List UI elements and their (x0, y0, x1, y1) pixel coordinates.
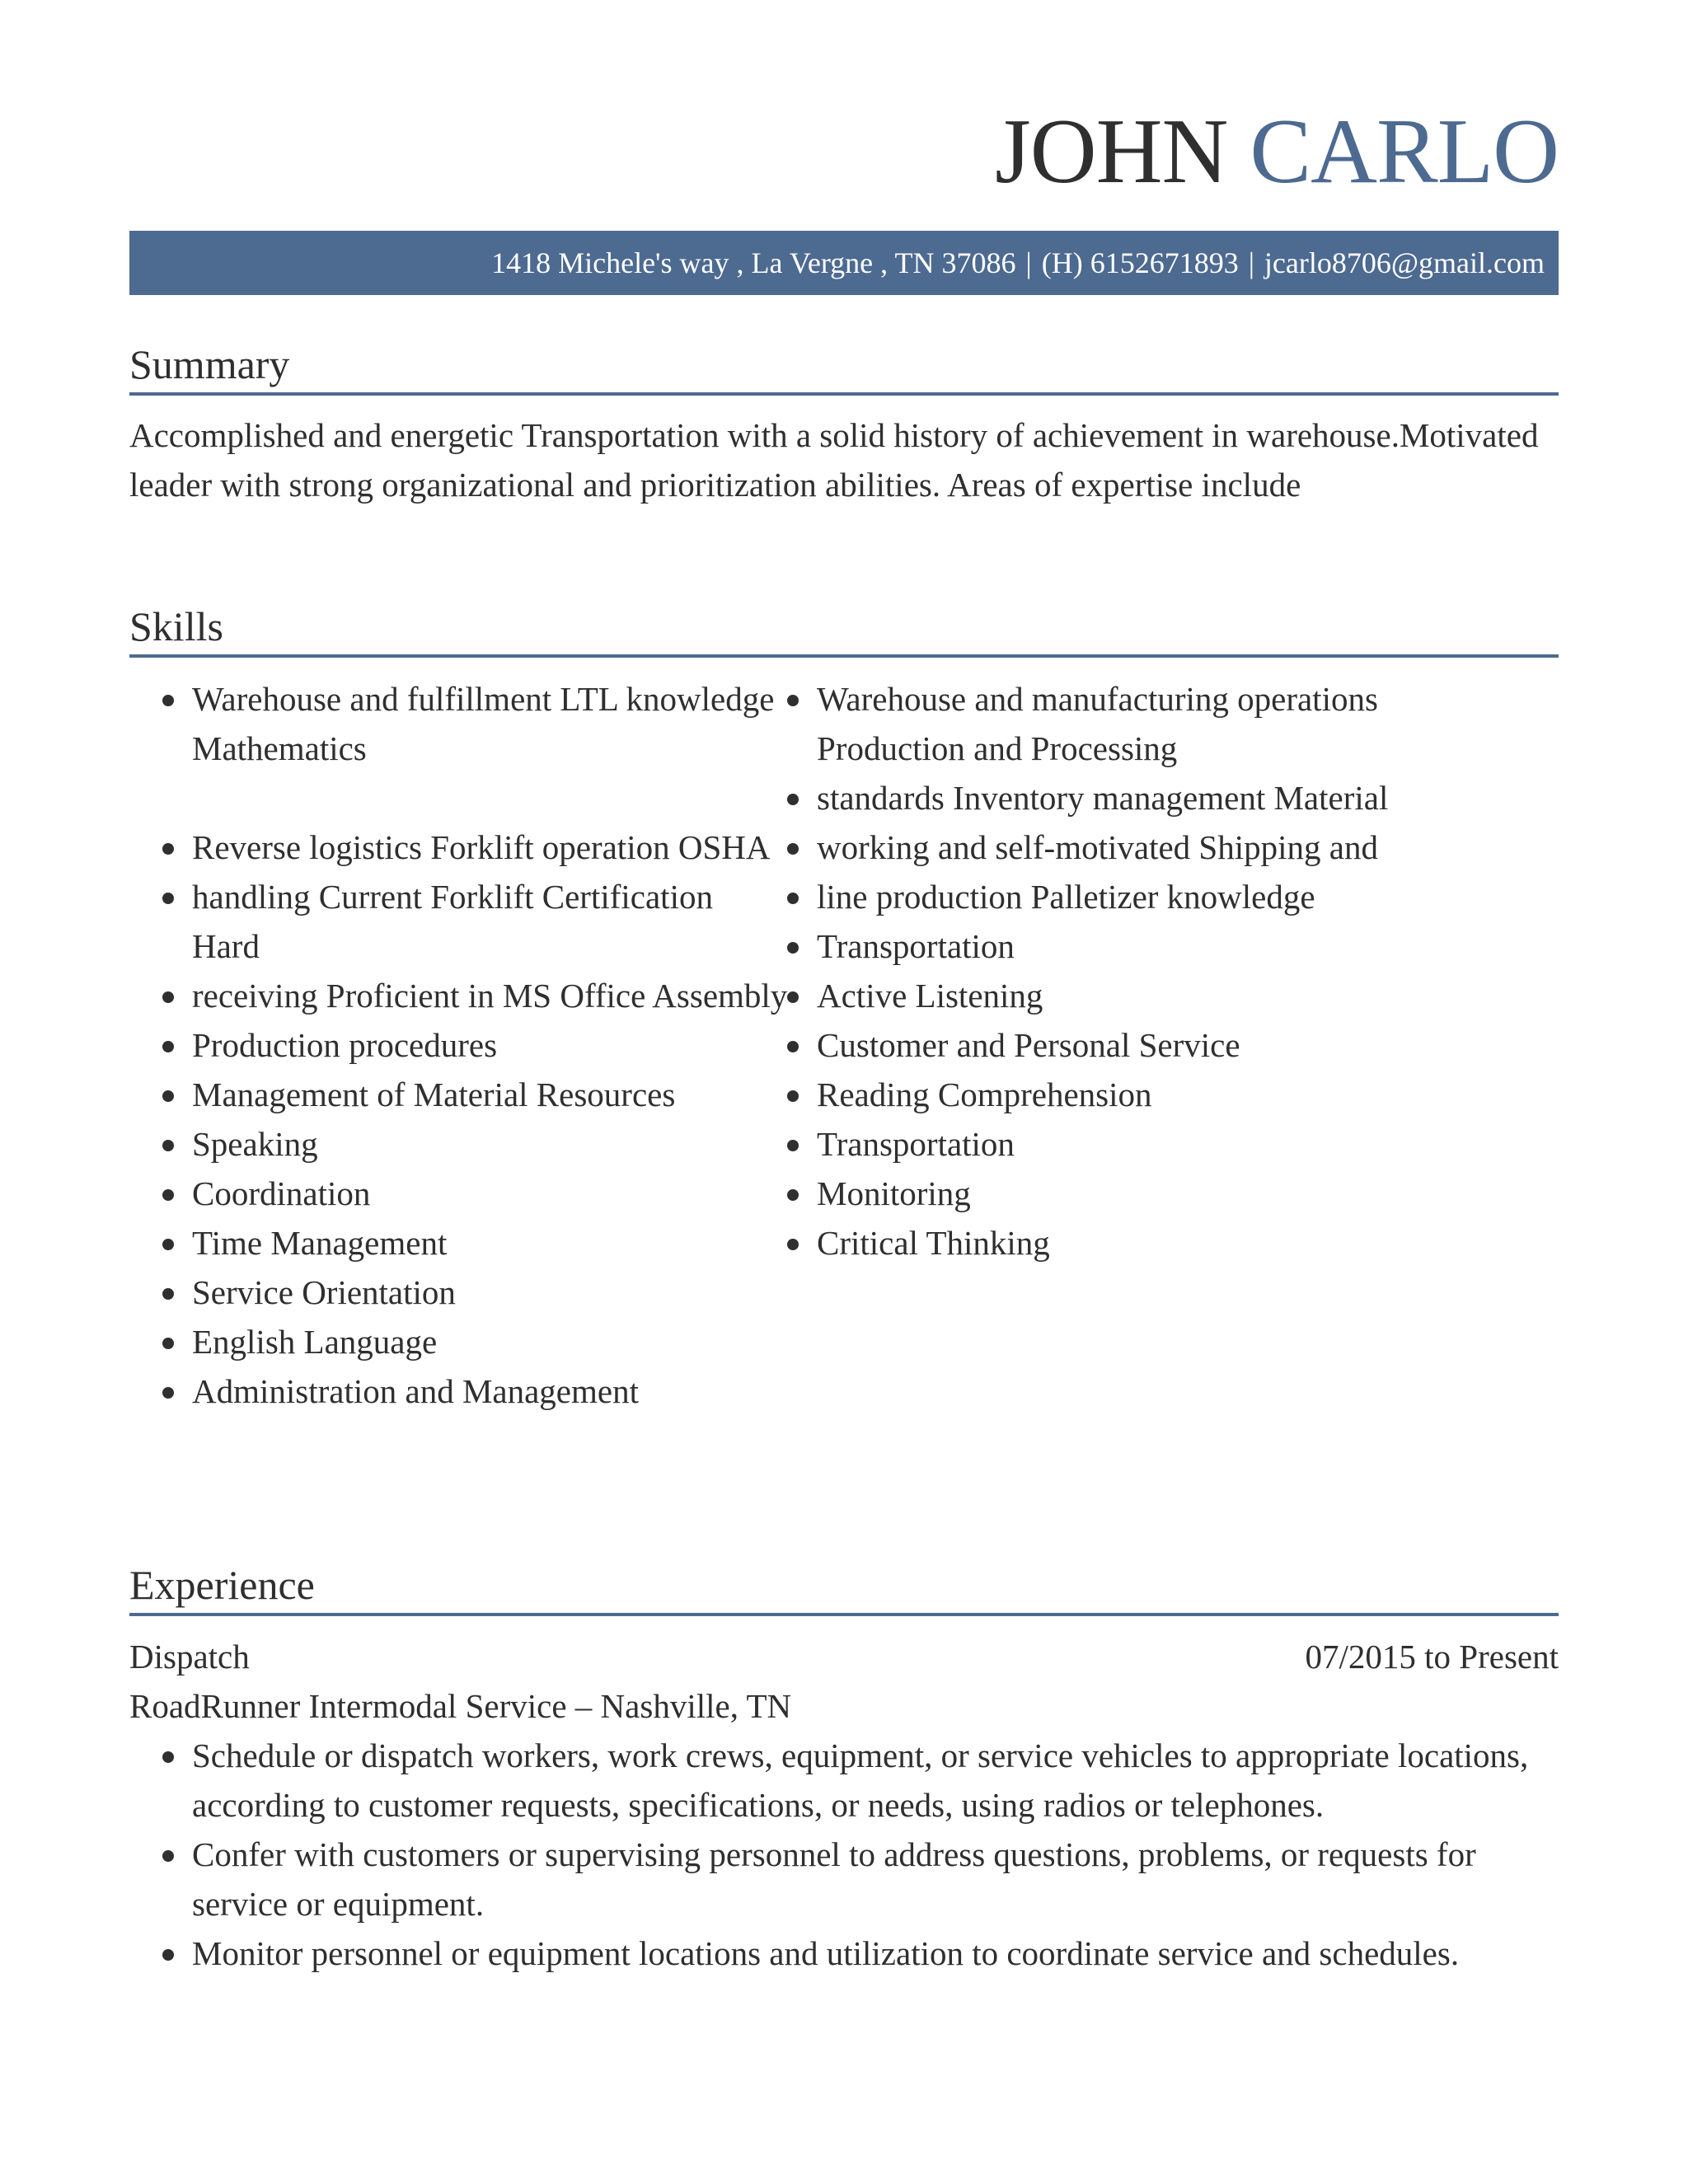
skills-column-right (787, 674, 1414, 1268)
bullet-icon (787, 794, 799, 805)
bullet-icon (787, 695, 799, 706)
skill-text: working and self-motivated Shipping and (817, 828, 1378, 866)
skill-text: Production procedures (192, 1026, 498, 1064)
first-name: JOHN (995, 101, 1228, 203)
bullet-icon (787, 1041, 799, 1052)
skill-text: handling Current Forklift Certification Hard (192, 878, 713, 965)
bullet-icon (162, 1850, 174, 1862)
contact-phone: (H) 6152671893 (1041, 246, 1239, 279)
job-duties-list (162, 1731, 1531, 1978)
skill-text: Service Orientation (192, 1273, 456, 1311)
skill-text: Warehouse and manufacturing operations Production and Processing (817, 680, 1378, 767)
skill-text: English Language (192, 1323, 438, 1361)
skill-item (787, 921, 1414, 971)
skill-item (162, 1218, 789, 1268)
bullet-icon (162, 991, 174, 1003)
skill-text: Management of Material Resources (192, 1076, 676, 1113)
bullet-icon (787, 843, 799, 855)
skill-text: Monitoring (817, 1174, 971, 1212)
skill-item (787, 773, 1414, 823)
bullet-icon (162, 1090, 174, 1102)
job-duty-text: Monitor personnel or equipment locations and utilization to coordinate service and schedules. (192, 1934, 1460, 1972)
job-duty (162, 1929, 1531, 1978)
summary-text: Accomplished and energetic Transportation with a solid history of achievement in warehouse.Motivated leader with strong organizational and prioritization abilities. Areas of expertise include (129, 416, 1539, 504)
skills-heading: Skills (129, 602, 1559, 658)
bullet-icon (162, 1239, 174, 1250)
bullet-icon (162, 695, 174, 706)
skill-text: Reverse logistics Forklift operation OSHA (192, 828, 771, 866)
bullet-icon (787, 1239, 799, 1250)
skill-item (787, 823, 1414, 872)
skill-item (162, 872, 789, 971)
skills-column-left (162, 674, 789, 1416)
job-title: Dispatch (129, 1638, 250, 1675)
skill-item (787, 1169, 1414, 1218)
skill-text: Warehouse and fulfillment LTL knowledge Mathematics (192, 680, 775, 767)
skill-item (162, 1268, 789, 1317)
skill-text: Critical Thinking (817, 1224, 1050, 1262)
candidate-name (995, 101, 1559, 203)
job-duty-text: Schedule or dispatch workers, work crews, equipment, or service vehicles to appropriate locations, according to customer requests, specifications, or needs, using radios or telephones. (192, 1736, 1529, 1824)
skill-item (162, 1020, 789, 1070)
bullet-icon (787, 1140, 799, 1151)
skill-item (787, 674, 1414, 773)
skill-text: Customer and Personal Service (817, 1026, 1240, 1064)
skill-item (162, 1070, 789, 1119)
skill-text: Administration and Management (192, 1372, 639, 1410)
last-name: CARLO (1250, 101, 1559, 203)
skill-item (162, 971, 789, 1020)
skill-item (162, 1119, 789, 1169)
skill-item (787, 872, 1414, 921)
bullet-icon (787, 893, 799, 904)
skill-item (162, 1317, 789, 1366)
bullet-icon (162, 1041, 174, 1052)
job-duty-text: Confer with customers or supervising personnel to address questions, problems, or requests for service or equipment. (192, 1835, 1476, 1923)
skill-item (162, 1366, 789, 1416)
skill-item (787, 1020, 1414, 1070)
skill-text: receiving Proficient in MS Office Assembly (192, 977, 788, 1015)
bullet-icon (787, 1090, 799, 1102)
skill-item (787, 971, 1414, 1020)
bullet-icon (162, 1338, 174, 1349)
skill-text: line production Palletizer knowledge (817, 878, 1315, 916)
bullet-icon (162, 1189, 174, 1201)
contact-separator: | (1025, 246, 1032, 279)
contact-address: 1418 Michele's way , La Vergne , TN 37086 (491, 246, 1016, 279)
skill-text: Transportation (817, 927, 1015, 965)
bullet-icon (787, 991, 799, 1003)
job-duty (162, 1830, 1531, 1929)
bullet-icon (162, 843, 174, 855)
bullet-icon (162, 1140, 174, 1151)
skill-text: Active Listening (817, 977, 1043, 1015)
experience-heading: Experience (129, 1560, 1559, 1616)
bullet-icon (162, 893, 174, 904)
summary-heading: Summary (129, 340, 1559, 396)
skill-item (162, 823, 789, 872)
skill-text: Reading Comprehension (817, 1076, 1152, 1113)
job-dates: 07/2015 to Present (1305, 1638, 1559, 1675)
bullet-icon (787, 942, 799, 954)
skill-text: Speaking (192, 1125, 318, 1163)
skill-item (787, 1218, 1414, 1268)
skill-item (787, 1119, 1414, 1169)
job-duty (162, 1731, 1531, 1830)
contact-bar (129, 231, 1559, 295)
bullet-icon (162, 1288, 174, 1300)
bullet-icon (162, 1949, 174, 1961)
skill-text: Time Management (192, 1224, 448, 1262)
skill-text: Transportation (817, 1125, 1015, 1163)
skill-text: standards Inventory management Material (817, 779, 1389, 817)
bullet-icon (162, 1751, 174, 1763)
bullet-icon (162, 1387, 174, 1399)
skill-item (162, 1169, 789, 1218)
skill-item (162, 674, 789, 773)
contact-email: jcarlo8706@gmail.com (1264, 246, 1545, 279)
contact-separator: | (1248, 246, 1254, 279)
bullet-icon (787, 1189, 799, 1201)
skill-text: Coordination (192, 1174, 371, 1212)
job-company: RoadRunner Intermodal Service – Nashville, TN (129, 1687, 792, 1725)
skill-item (787, 1070, 1414, 1119)
